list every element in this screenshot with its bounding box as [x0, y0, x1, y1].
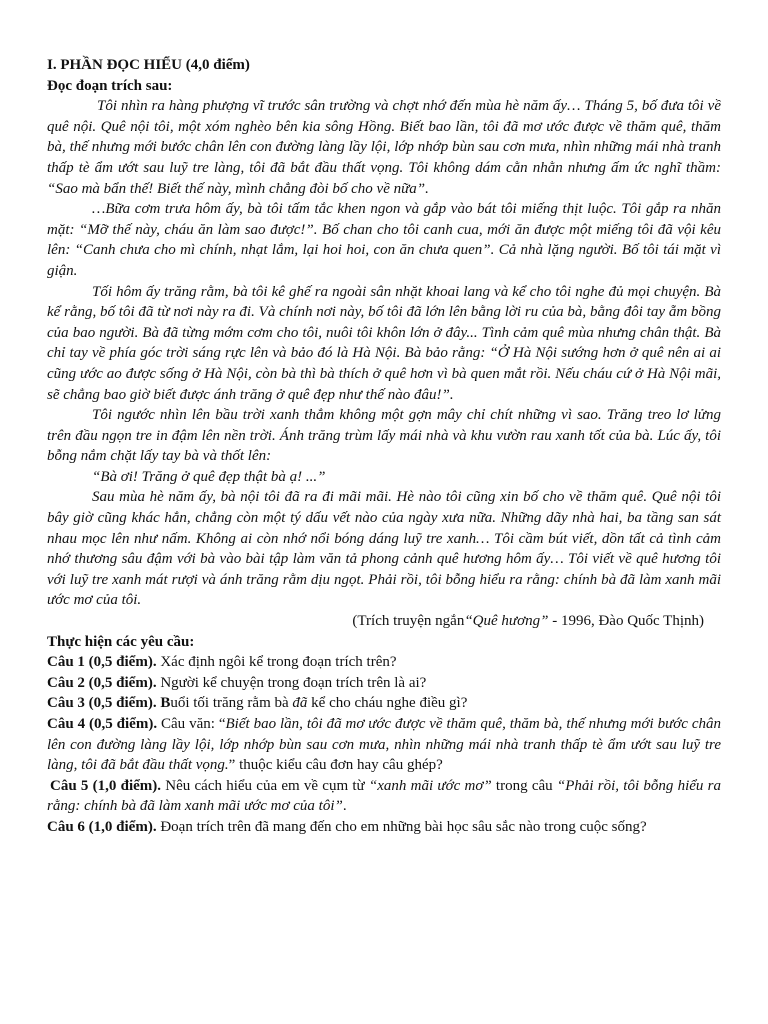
question-2-label: Câu 2 (0,5 điểm).	[47, 674, 157, 691]
source-suffix: - 1996, Đào Quốc Thịnh)	[548, 613, 704, 630]
question-5-phrase: “xanh mãi ước mơ”	[368, 777, 492, 794]
tasks-heading: Thực hiện các yêu cầu:	[47, 633, 195, 650]
question-5-text-end: .	[342, 798, 347, 815]
question-4-text-end: ” thuộc kiểu câu đơn hay câu ghép?	[228, 757, 443, 774]
question-3-text-end: kể cho cháu nghe điều gì?	[307, 695, 468, 712]
question-2-text: Người kể chuyện trong đoạn trích trên là ai?	[156, 674, 427, 691]
source-citation	[47, 611, 721, 632]
question-4-label: Câu 4 (0,5 điểm).	[47, 716, 158, 732]
question-5-quoted-sentence: “Phải rồi, tôi bỗng hiểu ra rằng: chính bà đã làm xanh mãi ước mơ của tôi”	[47, 777, 721, 815]
passage-paragraph-1: Tôi nhìn ra hàng phượng vĩ trước sân trường và chợt nhớ đến mùa hè năm ấy… Tháng 5, bố đưa tôi về quê nội. Quê nội tôi, một xóm nghèo bên kia sông Hồng. Biết bao lần, tôi đã mơ ước được về thăm quê, thăm bà, thế nhưng mới bước chân lên con đường làng lầy lội, lớp nhớp bùn sau cơn mưa, nhìn những mái nhà tranh thấp tè ẩm ướt sau luỹ tre làng, tôi đã bắt đầu thất vọng. Tôi không dám cằn nhằn nhưng ấm ức nghĩ thầm: “Sao mà bẩn thế! Biết thế này, mình chẳng đòi bố cho về nữa”.	[47, 98, 721, 197]
question-4-quoted-sentence: Biết bao lần, tôi đã mơ ước được về thăm quê, thăm bà, thế nhưng mới bước chân lên con đường làng lầy lội, lớp nhớp bùn sau cơn mưa, nhìn những mái nhà tranh thấp tè ẩm ướt sau luỹ tre làng, tôi đã bắt đầu thất vọng.	[47, 716, 722, 774]
passage-paragraph-6: Sau mùa hè năm ấy, bà nội tôi đã ra đi mãi mãi. Hè nào tôi cũng xin bố cho về thăm quê. Quê nội tôi bây giờ cũng khác hẳn, chẳng còn một tý dấu vết nào của ngày xưa nữa. Những dãy nhà hai, ba tầng san sát nhau mọc lên như nấm. Không ai còn nhớ nổi bóng dáng luỹ tre xanh… Tôi cầm bút viết, dồn tất cả tình cảm nhớ thương sâu đậm với bà vào bài tập làm văn tả phong cảnh quê hương hôm ấy… Tôi viết về quê hương tôi với luỹ tre xanh mát rượi và ánh trăng rằm dịu ngọt. Phải rồi, tôi bỗng hiểu ra rằng: chính bà đã làm xanh mãi ước mơ của tôi.	[47, 489, 721, 609]
question-1	[47, 652, 721, 673]
section-title: I. PHẦN ĐỌC HIỂU (4,0 điểm)	[47, 57, 250, 73]
question-6-label: Câu 6 (1,0 điểm).	[47, 818, 157, 835]
question-2	[47, 673, 721, 694]
question-4-text: Câu văn: “	[157, 716, 226, 732]
passage-paragraph-2: …Bữa cơm trưa hôm ấy, bà tôi tấm tắc khen ngon và gắp vào bát tôi miếng thịt luộc. Tôi gắp ra nhăn mặt: “Mỡ thế này, cháu ăn làm sao được!”. Bố chan cho tôi canh cua, mới ăn được một miếng tôi đã vội kêu lên: “Canh chưa cho mì chính, nhạt lắm, lại hoi hoi, con ăn chưa quen”. Cả nhà lặng người. Bố tôi tái mặt vì giận.	[47, 201, 721, 279]
source-prefix: (Trích truyện ngắn	[352, 613, 465, 630]
source-title: “Quê hương”	[464, 613, 549, 630]
question-3	[47, 693, 721, 714]
question-3-lead: B	[156, 695, 171, 712]
passage-paragraph-5: “Bà ơi! Trăng ở quê đẹp thật bà ạ! ...”	[92, 468, 326, 485]
question-6-text: Đoạn trích trên đã mang đến cho em những bài học sâu sắc nào trong cuộc sống?	[156, 818, 647, 835]
question-3-emphasis: đã	[292, 695, 308, 712]
passage-paragraph-4: Tôi ngước nhìn lên bầu trời xanh thẳm không một gợn mây chỉ chít những vì sao. Trăng treo lơ lửng trên đầu ngọn tre in đậm lên nền trời. Ánh trăng trùm lấy mái nhà và khu vườn rau xanh tốt của bà. Lúc ấy, tôi bỗng nắm chặt lấy tay bà và thốt lên:	[47, 407, 721, 465]
reading-prompt: Đọc đoạn trích sau:	[47, 77, 173, 94]
question-1-text: Xác định ngôi kể trong đoạn trích trên?	[156, 654, 397, 671]
question-4	[47, 714, 721, 776]
passage-paragraph-3: Tối hôm ấy trăng rằm, bà tôi kê ghế ra ngoài sân nhặt khoai lang và kể cho tôi nghe đủ mọi chuyện. Bà kể rằng, bố tôi đã từ nơi này ra đi. Và chính nơi này, bố tôi đã lớn lên bằng lời ru của bà, bằng đôi tay ẵm bồng của bao người. Bà đã từng mớm cơm cho tôi, nuôi tôi khôn lớn ở đây... Tình cảm quê mùa nhưng chân thật. Bà chỉ tay về phía góc trời sáng rực lên và bảo đó là Hà Nội. Bà bảo rằng: “Ở Hà Nội sướng hơn ở quê nên ai ai cũng ước ao được sống ở Hà Nội, còn bà thì bà thích ở quê hơn vì bà quen mắt rồi. Nếu cháu cứ ở Hà Nội mãi, sẽ chẳng bao giờ biết được ánh trăng ở quê đẹp như thế nào đâu!”.	[47, 283, 721, 403]
question-3-label: Câu 3 (0,5 điểm).	[47, 695, 157, 712]
question-6	[47, 817, 721, 838]
question-5-text: Nêu cách hiểu của em về cụm từ	[161, 777, 369, 794]
question-1-label: Câu 1 (0,5 điểm).	[47, 654, 157, 671]
question-5-text-mid: trong câu	[491, 777, 557, 794]
question-5	[47, 776, 721, 817]
question-3-text: uổi tối trăng rằm bà	[170, 695, 293, 712]
question-5-label: Câu 5 (1,0 điểm).	[50, 777, 162, 794]
